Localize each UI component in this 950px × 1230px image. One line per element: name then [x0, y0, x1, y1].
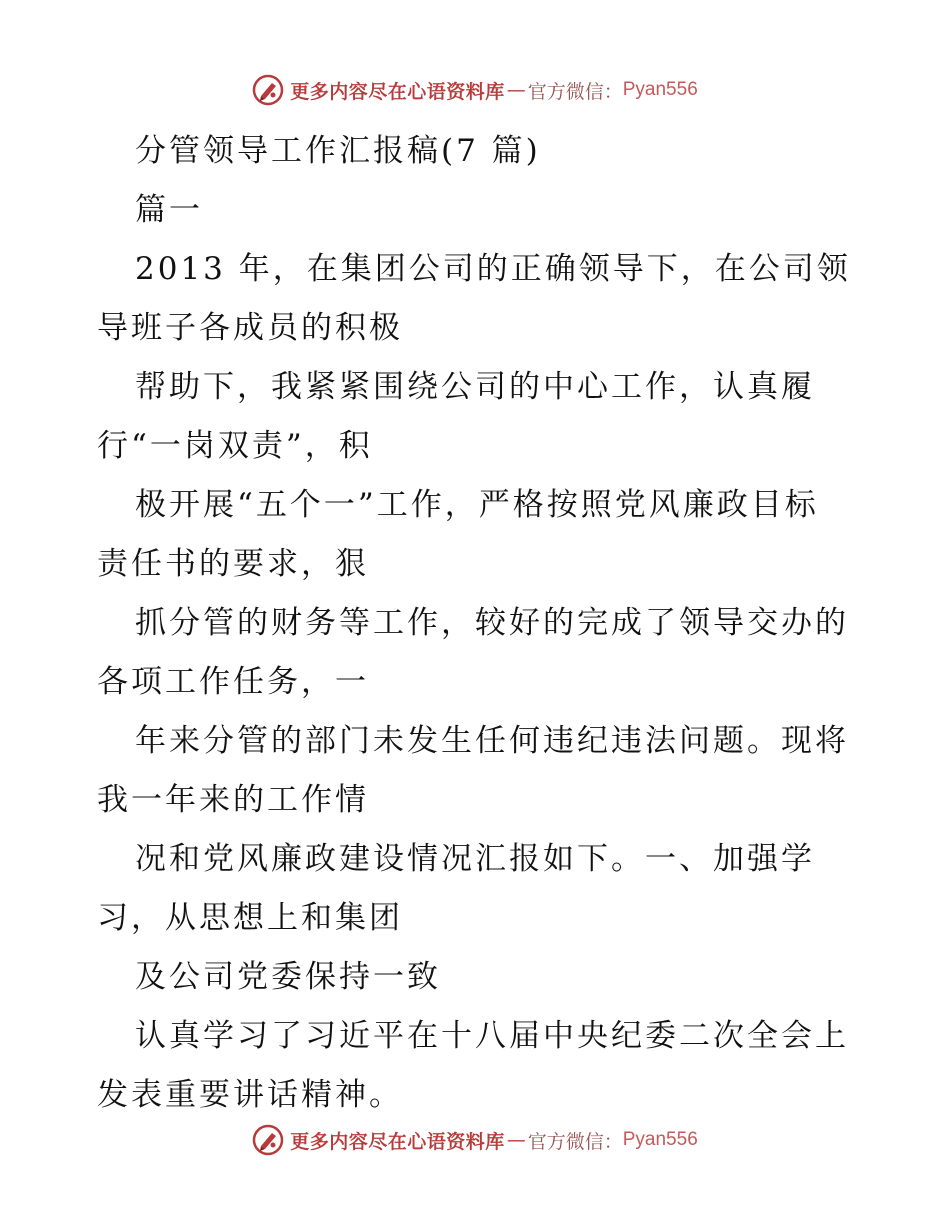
paragraph-line: 各项工作任务，一 — [97, 664, 369, 700]
paragraph-line: 况和党风廉政建设情况汇报如下。一、加强学 — [135, 841, 815, 877]
logo-icon — [252, 1124, 284, 1156]
header-watermark — [0, 70, 950, 110]
document-title: 分管领导工作汇报稿(7 篇) — [135, 133, 541, 169]
paragraph-line: 2013 年，在集团公司的正确领导下，在公司领 — [135, 251, 851, 287]
paragraph-line: 习，从思想上和集团 — [97, 900, 403, 936]
paragraph-line: 极开展“五个一”工作，严格按照党风廉政目标 — [135, 487, 819, 523]
watermark-id: Pyan556 — [622, 79, 698, 100]
watermark-label: 官方微信： — [527, 1130, 623, 1153]
watermark-site: 更多内容尽在心语资料库 — [290, 80, 505, 103]
paragraph-line: 发表重要讲话精神。 — [97, 1077, 403, 1113]
watermark-label: 官方微信： — [527, 80, 623, 103]
paragraph-line: 抓分管的财务等工作，较好的完成了领导交办的 — [135, 605, 849, 641]
paragraph-line: 帮助下，我紧紧围绕公司的中心工作，认真履 — [135, 369, 815, 405]
paragraph-line: 年来分管的部门未发生任何违纪违法问题。现将 — [135, 723, 849, 759]
paragraph-line: 及公司党委保持一致 — [135, 959, 441, 995]
paragraph-line: 导班子各成员的积极 — [97, 310, 403, 346]
footer-watermark — [0, 1120, 950, 1160]
paragraph-line: 行“一岗双责”，积 — [97, 428, 373, 464]
paragraph-line: 认真学习了习近平在十八届中央纪委二次全会上 — [135, 1018, 849, 1054]
watermark-dash: — — [506, 1129, 526, 1151]
document-body — [97, 122, 867, 1125]
paragraph-line: 责任书的要求，狠 — [97, 546, 369, 582]
watermark-site: 更多内容尽在心语资料库 — [290, 1130, 505, 1153]
watermark-dash: — — [506, 79, 526, 101]
section-heading: 篇一 — [135, 192, 203, 228]
watermark-id: Pyan556 — [622, 1129, 698, 1150]
paragraph-line: 我一年来的工作情 — [97, 782, 369, 818]
logo-icon — [252, 74, 284, 106]
